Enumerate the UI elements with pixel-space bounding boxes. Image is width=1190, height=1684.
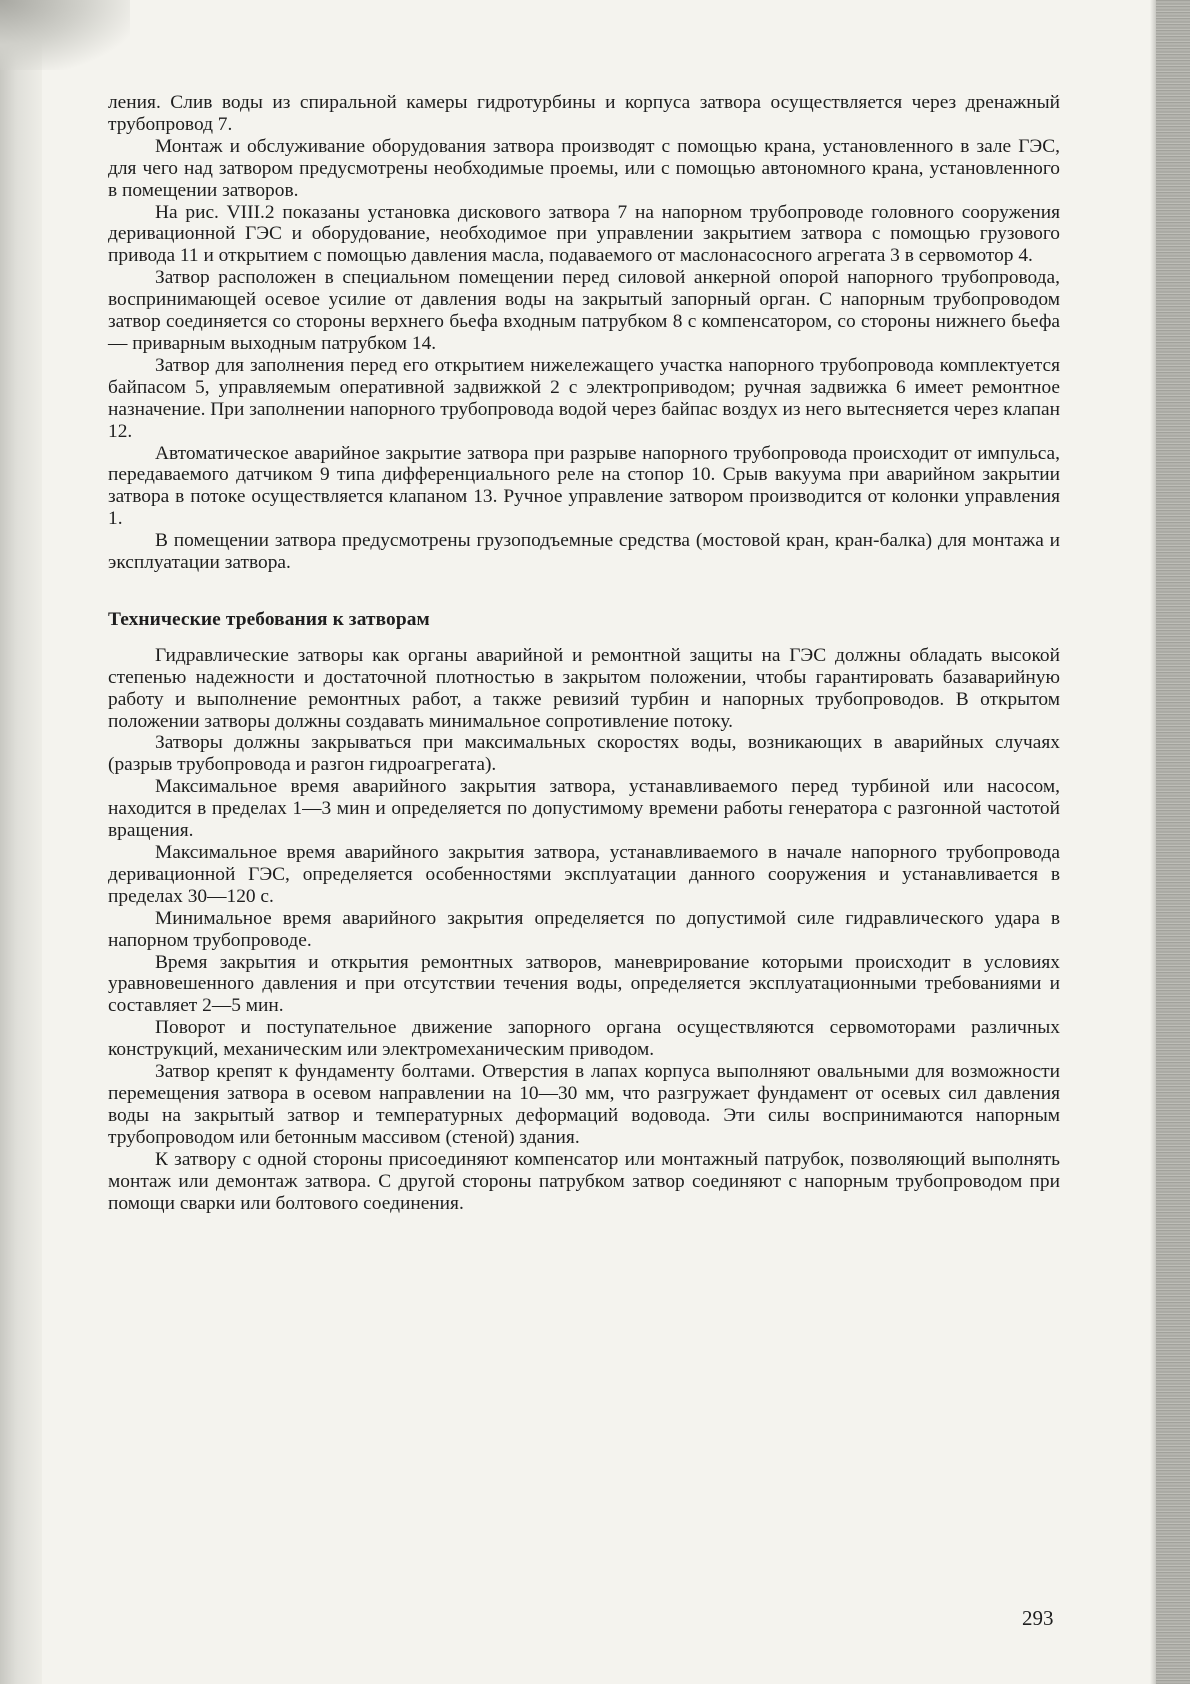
paragraph: К затвору с одной стороны присоединяют компенсатор или монтажный патрубок, позволяющий выполнять монтаж или демонтаж затвора. С другой стороны патрубком затвор соединяют с напорным трубопроводом при помощи сварки или болтового соединения. bbox=[108, 1148, 1060, 1214]
scan-shadow-left bbox=[0, 0, 42, 1684]
paragraph: Максимальное время аварийного закрытия затвора, устанавливаемого в начале напорного трубопровода деривационной ГЭС, определяется особенностями эксплуатации данного сооружения и устанавливается в пределах 30—120 с. bbox=[108, 842, 1060, 907]
paragraph: Монтаж и обслуживание оборудования затвора производят с помощью крана, установленного в зале ГЭС, для чего над затвором предусмотрены необходимые проемы, или с помощью автономного крана, установленного в помещении затворов. bbox=[108, 135, 1060, 201]
section-heading: Технические требования к затворам bbox=[108, 608, 430, 630]
paragraph: Автоматическое аварийное закрытие затвора при разрыве напорного трубопровода происходит от импульса, передаваемого датчиком 9 типа дифференциального реле на стопор 10. Срыв вакуума при аварийном закрытии затвора в потоке осуществляется клапаном 13. Ручное управление затвором производится от колонки управления 1. bbox=[108, 442, 1060, 530]
paragraph: Затворы должны закрываться при максимальных скоростях воды, возникающих в аварийных случаях (разрыв трубопровода и разгон гидроагрегата). bbox=[108, 732, 1060, 776]
paragraph: Затвор для заполнения перед его открытием нижележащего участка напорного трубопровода комплектуется байпасом 5, управляемым оперативной задвижкой 2 с электроприводом; ручная задвижка 6 имеет ремонтное назначение. При заполнении напорного трубопровода водой через байпас воздух из него вытесняется через клапан 12. bbox=[108, 354, 1060, 442]
page-body bbox=[108, 92, 1060, 1214]
paragraph: Время закрытия и открытия ремонтных затворов, маневрирование которыми происходит в условиях уравновешенного давления и при отсутствии течения воды, определяется эксплуатационными требованиями и составляет 2—5 мин. bbox=[108, 951, 1060, 1017]
page-number: 293 bbox=[1022, 1606, 1054, 1630]
scan-binding-right bbox=[1156, 0, 1190, 1684]
paragraph: Поворот и поступательное движение запорного органа осуществляются сервомоторами различных конструкций, механическим или электромеханическим приводом. bbox=[108, 1017, 1060, 1061]
paragraph: В помещении затвора предусмотрены грузоподъемные средства (мостовой кран, кран-балка) для монтажа и эксплуатации затвора. bbox=[108, 530, 1060, 574]
paragraph: Гидравлические затворы как органы аварийной и ремонтной защиты на ГЭС должны обладать высокой степенью надежности и достаточной плотностью в закрытом положении, чтобы гарантировать базаварийную работу и выполнение ремонтных работ, а также ревизий турбин и напорных трубопроводов. В открытом положении затворы должны создавать минимальное сопротивление потоку. bbox=[108, 644, 1060, 732]
paragraph: Максимальное время аварийного закрытия затвора, устанавливаемого перед турбиной или насосом, находится в пределах 1—3 мин и определяется по допустимому времени работы генератора с разгонной частотой вращения. bbox=[108, 776, 1060, 842]
paragraph: ления. Слив воды из спиральной камеры гидротурбины и корпуса затвора осуществляется через дренажный трубопровод 7. bbox=[108, 92, 1060, 135]
paragraph: На рис. VIII.2 показаны установка дискового затвора 7 на напорном трубопроводе головного сооружения деривационной ГЭС и оборудование, необходимое при управлении закрытием затвора с помощью грузового привода 11 и открытием с помощью давления масла, подаваемого от маслонасосного агрегата 3 в сервомотор 4. bbox=[108, 201, 1060, 267]
paragraph: Затвор расположен в специальном помещении перед силовой анкерной опорой напорного трубопровода, воспринимающей осевое усилие от давления воды на закрытый запорный орган. С напорным трубопроводом затвор соединяется со стороны верхнего бьефа входным патрубком 8 с компенсатором, со стороны нижнего бьефа — приварным выходным патрубком 14. bbox=[108, 267, 1060, 354]
paragraph: Затвор крепят к фундаменту болтами. Отверстия в лапах корпуса выполняют овальными для возможности перемещения затвора в осевом направлении на 10—30 мм, что разгружает фундамент от осевых сил давления воды на закрытый затвор и температурных деформаций водовода. Эти силы воспринимаются напорным трубопроводом или бетонным массивом (стеной) здания. bbox=[108, 1061, 1060, 1148]
scan-shadow-corner bbox=[0, 0, 130, 70]
paragraph: Минимальное время аварийного закрытия определяется по допустимой силе гидравлического удара в напорном трубопроводе. bbox=[108, 907, 1060, 951]
